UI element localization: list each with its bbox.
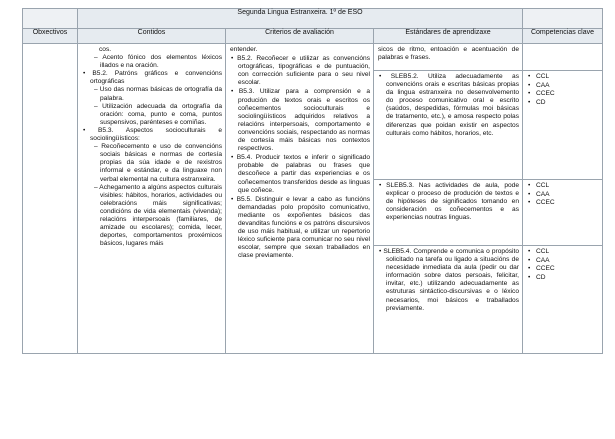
competence-item	[527, 257, 599, 266]
title-spacer-right	[523, 9, 603, 29]
competence-label: CAA	[536, 81, 550, 89]
criteria-cell	[226, 44, 374, 354]
table-row	[23, 44, 603, 71]
competence-item	[527, 248, 599, 257]
table-title: Segunda Lingua Estranxeira. 1º de ESO	[78, 9, 523, 29]
header-criteria: Criterios de avaliación	[226, 29, 374, 44]
contents-continuation: cos.	[99, 46, 112, 53]
standard-text: • SLEB5.3. Nas actividades de aula, pode explicar o proceso de produción de textos e de hipóteses de significados tomando en consideración os coñecementos e as experiencias noutras linguas.	[379, 182, 519, 222]
competence-label: CCEC	[536, 265, 555, 273]
criteria-item: • B5.2. Recoñecer e utilizar as convencións ortográficas, tipográficas e de puntuación, con corrección suficiente para o seu nivel escolar.	[231, 55, 370, 87]
contents-item: • B5.3. Aspectos socioculturais e sociolingüísticos:	[83, 126, 222, 143]
contents-subitem: – Acento fónico dos elementos léxicos illados e na oración.	[94, 54, 222, 70]
competences-list	[527, 248, 599, 282]
competence-item	[527, 90, 599, 99]
bullet-icon: •	[528, 265, 531, 273]
standard-text: • SLEB5.4. Comprende e comunica o propósito solicitado na tarefa ou ligado a situacións de necesidade inmediata da aula (pedir ou dar información sobre datos persoais, felicitar, invitar, etc.) utilizando adecuadamente as estruturas sintáctico-discursivas e o léxico necesarios, moi básicos e traballados previamente.	[379, 248, 519, 312]
competences-cell	[523, 44, 603, 71]
competence-item	[527, 73, 599, 82]
contents-list	[82, 54, 222, 248]
competence-item	[527, 99, 599, 108]
competences-list	[527, 182, 599, 208]
competences-list	[527, 73, 599, 107]
contents-subitem: – Utilización adecuada da ortografía da oración: coma, punto e coma, puntos suspensivos, parénteses e comiñas.	[94, 102, 222, 126]
competence-item	[527, 82, 599, 91]
title-spacer	[23, 9, 78, 29]
criteria-item: • B5.4. Producir textos e inferir o significado probable de palabras ou frases que descoñece a partir das experiencias e os coñecementos transferidos desde as linguas que coñece.	[231, 154, 370, 194]
bullet-icon: •	[528, 73, 531, 80]
bullet-icon: •	[528, 273, 531, 281]
contents-subitem: – Recoñecemento e uso de convencións sociais básicas e normas de cortesía propias da súa idade e de rexistros informal e estándar, e da linguaxe non verbal elemental na cultura estranxeira.	[94, 143, 222, 183]
competence-item	[527, 274, 599, 283]
competence-label: CCL	[536, 73, 550, 80]
competences-cell	[523, 246, 603, 354]
contents-cell	[78, 44, 226, 354]
criteria-continuation: entender.	[230, 46, 258, 53]
bullet-icon: •	[528, 199, 531, 207]
competence-label: CAA	[536, 190, 550, 198]
header-row	[23, 29, 603, 44]
competence-item	[527, 191, 599, 200]
objectives-cell	[23, 44, 78, 354]
competence-item	[527, 182, 599, 191]
competences-cell	[523, 71, 603, 180]
criteria-item: • B5.3. Utilizar para a comprensión e a produción de textos orais e escritos os coñecementos socioculturais e sociolingüísticos adquiridos relativos a relacións interpersoais, comportamento e convencións sociais, respectando as normas de cortesía máis básicas nos contextos respectivos.	[231, 88, 370, 153]
competence-label: CD	[536, 98, 546, 106]
standard-cell	[374, 246, 523, 354]
bullet-icon: •	[528, 90, 531, 98]
standard-text: • SLEB5.2. Utiliza adecuadamente as convencións orais e escritas básicas propias da lingua estranxeira no desenvolvemento do proceso comunicativo oral e escrito (saúdos, despedidas, fórmulas moi básicas de tratamento, etc.), e amosa respecto polas diferenzas que poidan existir en aspectos culturais como hábitos, horarios, etc.	[379, 73, 519, 137]
competences-cell	[523, 180, 603, 246]
bullet-icon: •	[528, 190, 531, 198]
header-competences: Competencias clave	[523, 29, 603, 44]
competence-label: CAA	[536, 256, 550, 264]
standard-cell	[374, 44, 523, 71]
competence-label: CCL	[536, 182, 550, 189]
competence-label: CCL	[536, 248, 550, 255]
header-objectives: Obxectivos	[23, 29, 78, 44]
contents-subitem: – Uso das normas básicas de ortografía da palabra.	[94, 86, 222, 102]
curriculum-table	[22, 8, 603, 354]
standard-text: sicos de ritmo, entoación e acentuación de palabras e frases.	[378, 46, 519, 62]
header-contents: Contidos	[78, 29, 226, 44]
contents-subitem: – Achegamento a algúns aspectos culturais visibles: hábitos, horarios, actividades ou celebracións máis significativas; condicións de vida elementais (vivenda); relacións interpersoais (familiares, de amizade ou escolares); comida, lecer, deportes, comportamentos proxémicos básicos, lugares máis	[94, 183, 222, 248]
bullet-icon: •	[528, 98, 531, 106]
bullet-icon: •	[528, 248, 531, 255]
competence-label: CCEC	[536, 199, 555, 207]
standard-cell	[374, 180, 523, 246]
header-standards: Estándares de aprendizaxe	[374, 29, 523, 44]
bullet-icon: •	[528, 81, 531, 89]
contents-item: • B5.2. Patróns gráficos e convencións ortográficas	[83, 70, 222, 86]
bullet-icon: •	[528, 256, 531, 264]
title-row	[23, 9, 603, 29]
competence-item	[527, 199, 599, 208]
bullet-icon: •	[528, 182, 531, 189]
criteria-item: • B5.5. Distinguir e levar a cabo as funcións demandadas polo propósito comunicativo, mediante os expoñentes básicos das devanditas funcións e os patróns discursivos de uso máis habitual, e utilizar un repertorio léxico suficiente para comunicar no seu nivel escolar, sempre que sexan traballados en clase previamente.	[231, 195, 370, 260]
criteria-list	[230, 55, 370, 260]
standard-cell	[374, 71, 523, 180]
competence-label: CCEC	[536, 90, 555, 98]
competence-item	[527, 265, 599, 274]
competence-label: CD	[536, 273, 546, 281]
